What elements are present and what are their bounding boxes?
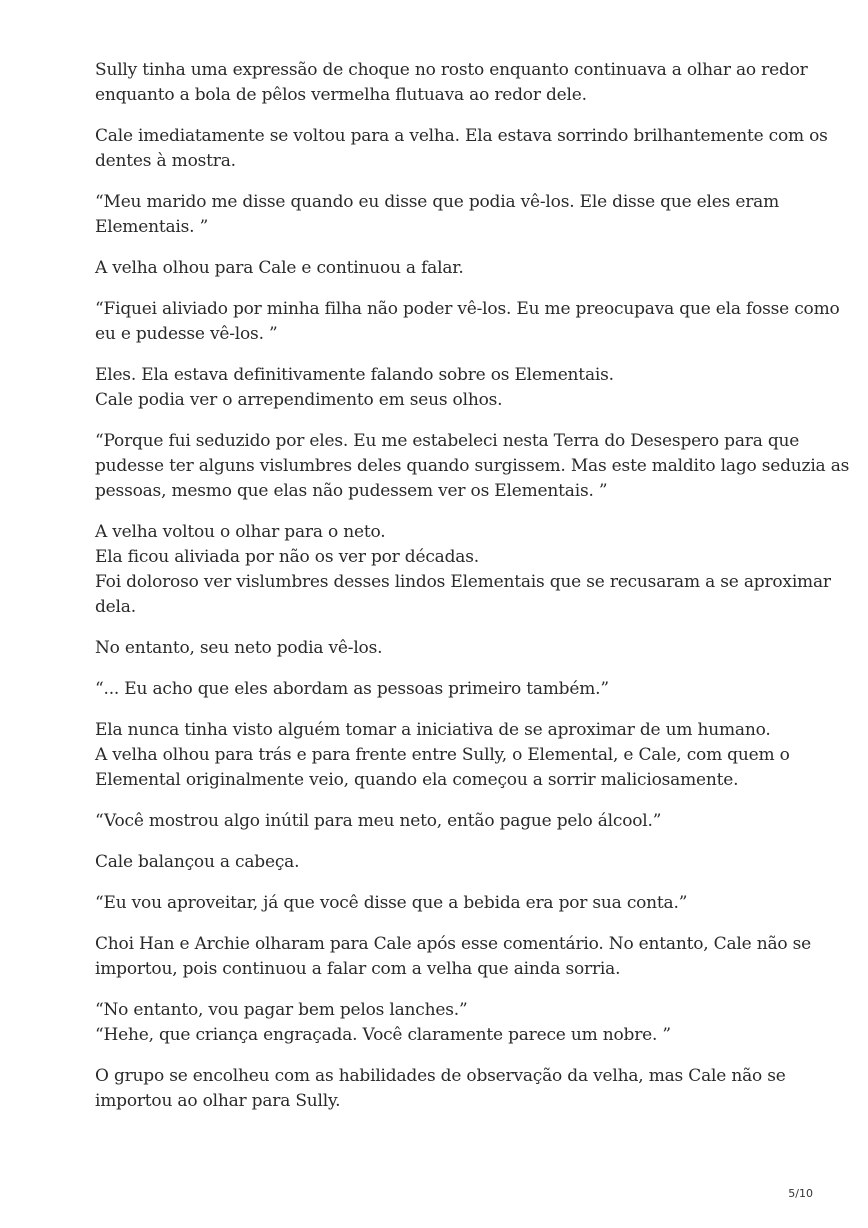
text-line: dentes à mostra.: [95, 151, 236, 171]
text-line: “... Eu acho que eles abordam as pessoas primeiro também.”: [95, 679, 609, 699]
paragraph: [95, 850, 795, 875]
paragraph: [95, 190, 795, 240]
paragraph: [95, 677, 795, 702]
text-line: Elemental originalmente veio, quando ela começou a sorrir maliciosamente.: [95, 770, 739, 790]
text-line: “Eu vou aproveitar, já que você disse que a bebida era por sua conta.”: [95, 893, 688, 913]
text-line: Elementais. ”: [95, 217, 209, 237]
text-line: “Porque fui seduzido por eles. Eu me estabeleci nesta Terra do Desespero para que: [95, 431, 800, 451]
text-line: “No entanto, vou pagar bem pelos lanches.”: [95, 1000, 468, 1020]
text-line: Ela nunca tinha visto alguém tomar a iniciativa de se aproximar de um humano.: [95, 720, 771, 740]
text-line: Cale podia ver o arrependimento em seus olhos.: [95, 390, 503, 410]
paragraph: [95, 932, 812, 982]
text-line: Sully tinha uma expressão de choque no rosto enquanto continuava a olhar ao redor: [95, 60, 808, 80]
paragraph: [95, 718, 795, 793]
paragraph: [95, 297, 840, 347]
paragraph: [95, 363, 795, 413]
paragraph: [95, 124, 828, 174]
text-line: importou, pois continuou a falar com a velha que ainda sorria.: [95, 959, 621, 979]
text-line: Choi Han e Archie olharam para Cale após esse comentário. No entanto, Cale não se: [95, 934, 812, 954]
text-line: Foi doloroso ver vislumbres desses lindos Elementais que se recusaram a se aproximar: [95, 572, 831, 592]
text-line: “Fiquei aliviado por minha filha não poder vê-los. Eu me preocupava que ela fosse como: [95, 299, 840, 319]
page-body: [95, 58, 850, 1130]
page-number: 5/10: [788, 1187, 813, 1200]
text-line: eu e pudesse vê-los. ”: [95, 324, 278, 344]
paragraph: [95, 58, 808, 108]
paragraph: [95, 520, 831, 620]
text-line: enquanto a bola de pêlos vermelha flutuava ao redor dele.: [95, 85, 587, 105]
text-line: “Você mostrou algo inútil para meu neto, então pague pelo álcool.”: [95, 811, 662, 831]
text-line: Cale imediatamente se voltou para a velha. Ela estava sorrindo brilhantemente com os: [95, 126, 828, 146]
paragraph: [95, 891, 795, 916]
paragraph: [95, 256, 795, 281]
text-line: pudesse ter alguns vislumbres deles quando surgissem. Mas este maldito lago seduzia as: [95, 456, 850, 476]
text-line: “Hehe, que criança engraçada. Você claramente parece um nobre. ”: [95, 1025, 671, 1045]
paragraph: [95, 809, 795, 834]
paragraph: [95, 1064, 795, 1114]
text-line: “Meu marido me disse quando eu disse que podia vê-los. Ele disse que eles eram: [95, 192, 779, 212]
paragraph: [95, 636, 795, 661]
paragraph: [95, 998, 795, 1048]
text-line: importou ao olhar para Sully.: [95, 1091, 341, 1111]
paragraph: [95, 429, 850, 504]
text-line: O grupo se encolheu com as habilidades de observação da velha, mas Cale não se: [95, 1066, 786, 1086]
text-line: Eles. Ela estava definitivamente falando sobre os Elementais.: [95, 365, 614, 385]
text-line: A velha olhou para Cale e continuou a falar.: [95, 258, 464, 278]
text-line: A velha voltou o olhar para o neto.: [95, 522, 386, 542]
text-line: No entanto, seu neto podia vê-los.: [95, 638, 383, 658]
text-line: pessoas, mesmo que elas não pudessem ver os Elementais. ”: [95, 481, 608, 501]
text-line: A velha olhou para trás e para frente entre Sully, o Elemental, e Cale, com quem o: [95, 745, 790, 765]
text-line: dela.: [95, 597, 136, 617]
text-line: Cale balançou a cabeça.: [95, 852, 300, 872]
text-line: Ela ficou aliviada por não os ver por décadas.: [95, 547, 479, 567]
